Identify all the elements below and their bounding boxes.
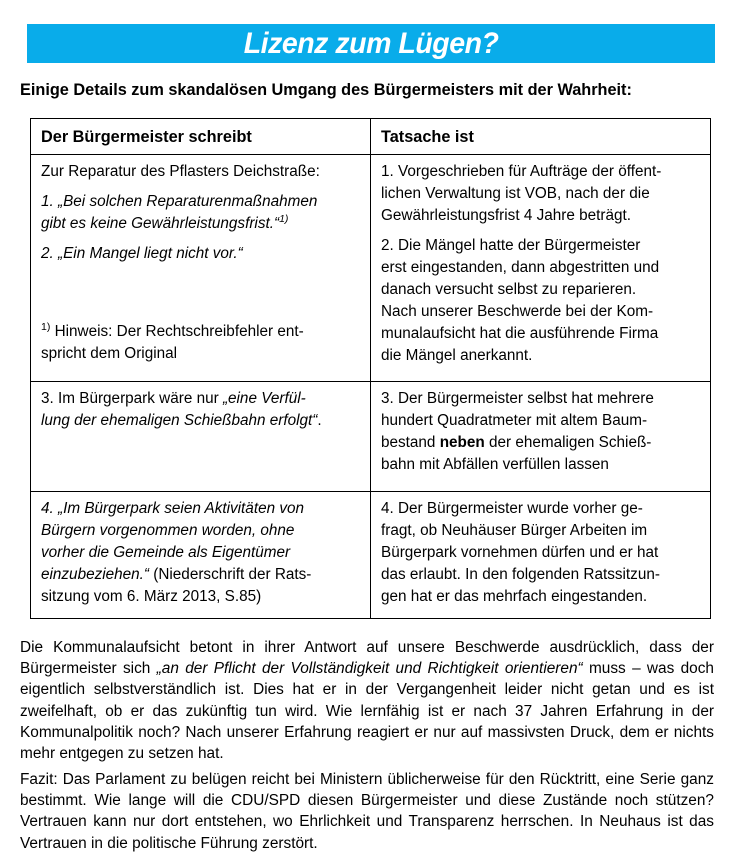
mayor-claim-cell: Zur Reparatur des Pflasters Deichstraße: 1. „Bei solchen Reparaturenmaßnahmen gibt es keine Gewährleistungsfrist.“$^{1)}$ 2. „Ein Mangel liegt nicht vor.“ $^{1)}$ Hinweis: Der Rechtschreibfehler ent- spricht dem Original <box>31 155 371 382</box>
paragraph-kommunalaufsicht: Die Kommunalaufsicht betont in ihrer Antwort auf unsere Beschwerde ausdrücklich, dass der Bürgermeister sich „an der Pflicht der Vollständigkeit und Richtigkeit orientieren“ muss – was doch eigentlich selbstverständlich ist. Dies hat er in der Vergangenheit leider nicht getan und es ist zweifelhaft, ob er das zukünftig tun wird. Wie lernfähig ist er nach 37 Jahren Erfahrung in der Kommunalpolitik noch? Nach unserer Erfahrung reagiert er nur auf massivsten Druck, dem er nichts mehr entgegen zu setzen hat. <box>20 639 714 763</box>
table-header-row <box>31 119 711 155</box>
comparison-table <box>30 118 711 619</box>
table-row <box>31 492 711 619</box>
fact-cell: 1. Vorgeschrieben für Aufträge der öffent- lichen Verwaltung ist VOB, nach der die Gewährleistungsfrist 4 Jahre beträgt. 2. Die Mängel hatte der Bürgermeister erst eingestanden, dann abgestritten und danach versucht selbst zu reparieren. Nach unserer Beschwerde bei der Kom- munalaufsicht hat die ausführende Firma die Mängel anerkannt. <box>371 155 711 382</box>
table-row <box>31 382 711 492</box>
mayor-claim-cell: 4. „Im Bürgerpark seien Aktivitäten von Bürgern vorgenommen worden, ohne vorher die Gemeinde als Eigentümer einzubeziehen.“ (Niederschrift der Rats- sitzung vom 6. März 2013, S.85) <box>31 492 371 619</box>
page-title: Lizenz zum Lügen? <box>243 26 499 60</box>
intro-heading: Einige Details zum skandalösen Umgang des Bürgermeisters mit der Wahrheit: <box>20 81 632 99</box>
table-row <box>31 155 711 382</box>
fact-cell: 3. Der Bürgermeister selbst hat mehrere hundert Quadratmeter mit altem Baum- bestand neben der ehemaligen Schieß- bahn mit Abfällen verfüllen lassen <box>371 382 711 492</box>
column-header-mayor-writes: Der Bürgermeister schreibt <box>31 119 371 155</box>
title-banner <box>27 24 715 63</box>
paragraph-fazit: Fazit: Das Parlament zu belügen reicht bei Ministern üblicherweise für den Rücktritt, eine Serie ganz bestimmt. Wie lange will die CDU/SPD diesen Bürgermeister und diese Zustände noch stützen? Vertrauen kann nur dort entstehen, wo Ehrlichkeit und Transparenz herrschen. In Neuhaus ist das Vertrauen in die politische Führung zerstört. <box>20 771 714 852</box>
fact-cell: 4. Der Bürgermeister wurde vorher ge- fragt, ob Neuhäuser Bürger Arbeiten im Bürgerpark vornehmen dürfen und er hat das erlaubt. In den folgenden Ratssitzun- gen hat er das mehrfach eingestanden. <box>371 492 711 619</box>
column-header-fact-is: Tatsache ist <box>371 119 711 155</box>
mayor-claim-cell: 3. Im Bürgerpark wäre nur „eine Verfül- lung der ehemaligen Schießbahn erfolgt“. <box>31 382 371 492</box>
